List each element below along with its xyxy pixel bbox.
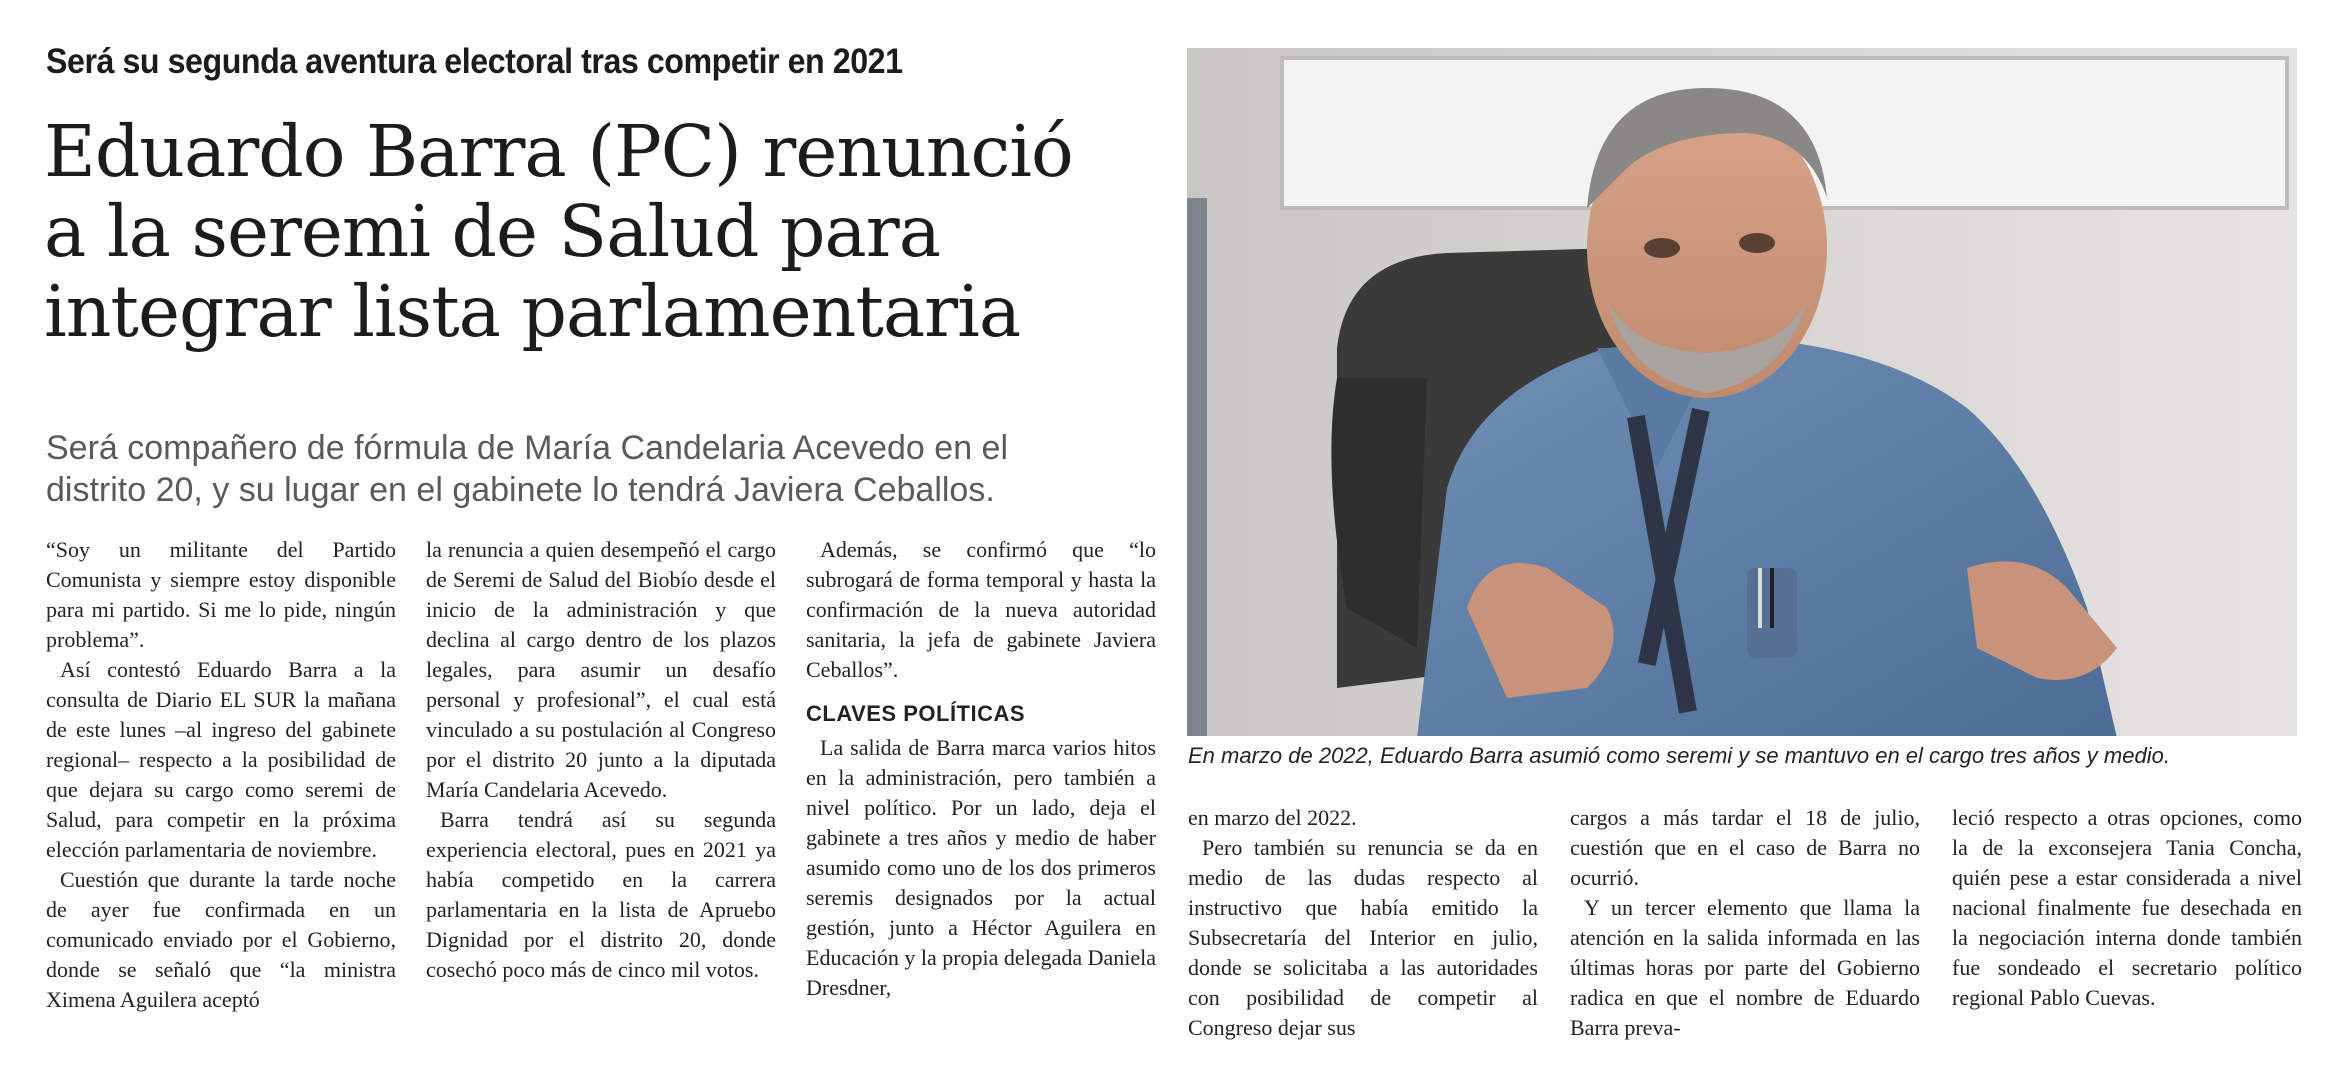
headline xyxy=(44,112,1174,352)
subhead-line-2: distrito 20, y su lugar en el gabinete lo tendrá Javiera Ceballos. xyxy=(46,471,995,509)
paragraph: cargos a más tardar el 18 de julio, cuestión que en el caso de Barra no ocurrió. xyxy=(1570,805,1920,890)
photo-illustration xyxy=(1187,48,2297,736)
paragraph: en marzo del 2022. xyxy=(1188,805,1357,830)
article-photo xyxy=(1187,48,2297,736)
body-column-2 xyxy=(426,535,776,985)
headline-line-3: integrar lista parlamentaria xyxy=(44,270,1021,353)
section-heading: CLAVES POLÍTICAS xyxy=(806,701,1026,726)
paragraph: Además, se confirmó que “lo subrogará de forma temporal y hasta la confirmación de la nueva autoridad sanitaria, la jefa de gabinete Javiera Ceballos”. xyxy=(806,537,1156,682)
paragraph: La salida de Barra marca varios hitos en la administración, pero también a nivel político. Por un lado, deja el gabinete a tres años y medio de haber asumido como uno de los dos primeros seremis designados por la actual gestión, junto a Héctor Aguilera en Educación y la propia delegada Daniela Dresdner, xyxy=(806,735,1157,1000)
kicker: Será su segunda aventura electoral tras competir en 2021 xyxy=(46,42,903,81)
body-column-6 xyxy=(1952,803,2302,1013)
photo-caption: En marzo de 2022, Eduardo Barra asumió como seremi y se mantuvo en el cargo tres años y medio. xyxy=(1188,743,2170,768)
body-column-1 xyxy=(46,535,396,1015)
body-column-3 xyxy=(806,535,1156,1003)
paragraph: Cuestión que durante la tarde noche de ayer fue confirmada en un comunicado enviado por el Gobierno, donde se señaló que “la ministra Ximena Aguilera aceptó xyxy=(46,867,396,1012)
paragraph: la renuncia a quien desempeñó el cargo de Seremi de Salud del Biobío desde el inicio de la administración y que declina al cargo dentro de los plazos legales, para asumir un desafío personal y profesional”, el cual está vinculado a su postulación al Congreso por el distrito 20 junto a la diputada María Candelaria Acevedo. xyxy=(426,537,776,802)
headline-line-1: Eduardo Barra (PC) renunció xyxy=(44,110,1073,193)
paragraph: leció respecto a otras opciones, como la de la exconsejera Tania Concha, quién pese a estar considerada a nivel nacional finalmente fue desechada en la negociación interna donde también fue sondeado el secretario político regional Pablo Cuevas. xyxy=(1952,805,2302,1010)
headline-line-2: a la seremi de Salud para xyxy=(44,190,941,273)
body-column-5 xyxy=(1570,803,1920,1043)
paragraph: Así contestó Eduardo Barra a la consulta de Diario EL SUR la mañana de este lunes –al ingreso del gabinete regional– respecto a la posibilidad de que dejara su cargo como seremi de Salud, para competir en la próxima elección parlamentaria de noviembre. xyxy=(46,657,396,862)
paragraph: Pero también su renuncia se da en medio de las dudas respecto al instructivo que había emitido la Subsecretaría del Interior en julio, donde se solicitaba a las autoridades con posibilidad de competir al Congreso dejar sus xyxy=(1188,835,1538,1040)
body-column-4 xyxy=(1188,803,1538,1043)
paragraph: Y un tercer elemento que llama la atención en la salida informada en las últimas horas por parte del Gobierno radica en que el nombre de Eduardo Barra preva- xyxy=(1570,895,1920,1040)
subhead xyxy=(46,427,1166,511)
subhead-line-1: Será compañero de fórmula de María Candelaria Acevedo en el xyxy=(46,429,1009,467)
paragraph: “Soy un militante del Partido Comunista y siempre estoy disponible para mi partido. Si me lo pide, ningún problema”. xyxy=(46,537,396,652)
paragraph: Barra tendrá así su segunda experiencia electoral, pues en 2021 ya había competido en la carrera parlamentaria en la lista de Apruebo Dignidad por el distrito 20, donde cosechó poco más de cinco mil votos. xyxy=(426,807,776,982)
